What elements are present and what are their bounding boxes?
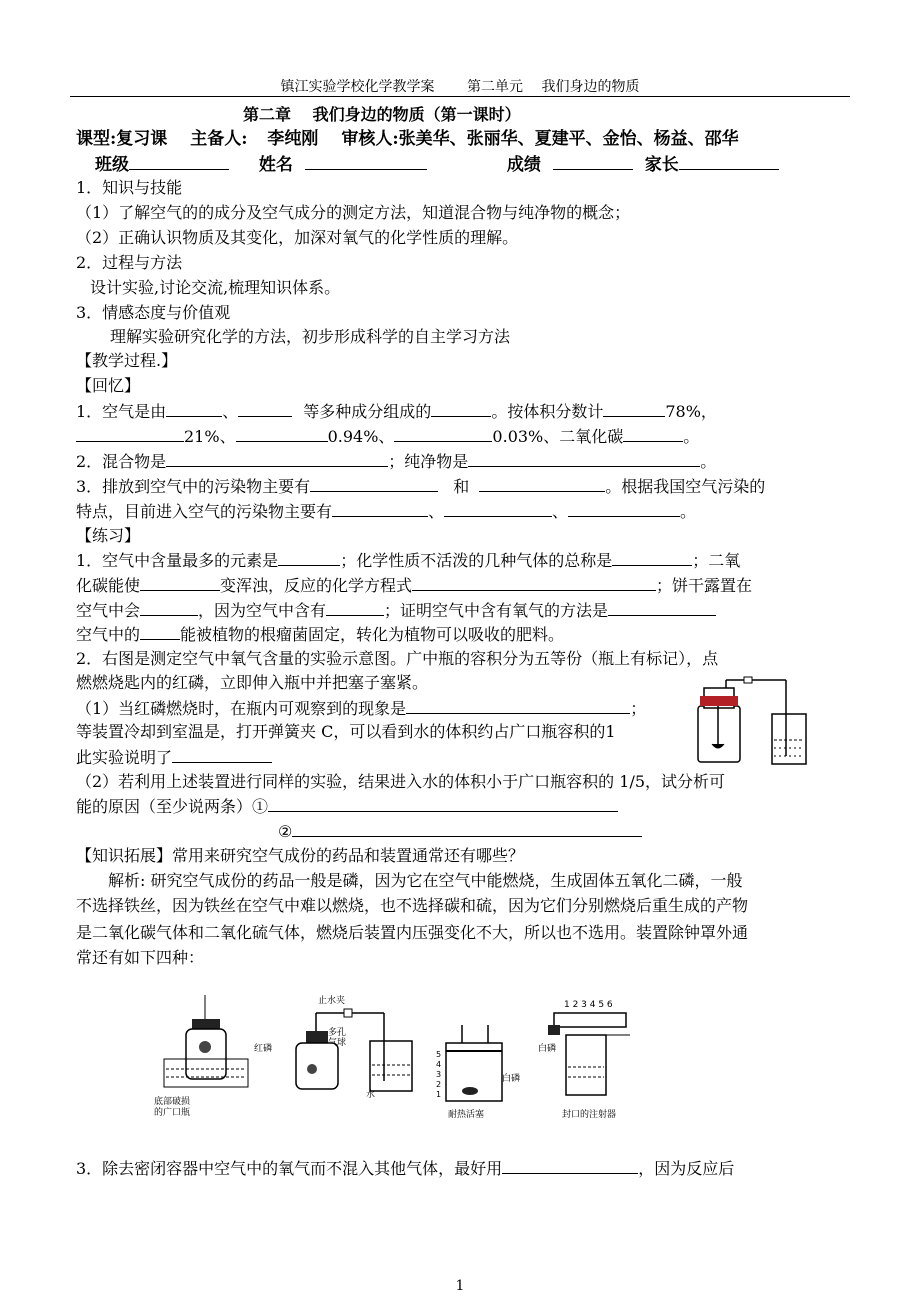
goal3-item-a: 理解实验研究化学的方法，初步形成科学的自主学习方法	[110, 327, 511, 346]
recall-q1-line2	[76, 425, 699, 448]
header-school: 镇江实验学校化学教学案	[280, 79, 435, 95]
practice-p1-line1	[76, 549, 740, 572]
practice-p1-line3	[76, 599, 716, 622]
author-name: 李纯刚	[267, 129, 319, 149]
practice-text: 变浑浊，反应的化学方程式	[220, 576, 413, 595]
answer-blank[interactable]	[332, 500, 428, 517]
practice-text: ；化学性质不活泼的几种气体的总称是	[340, 551, 613, 570]
recall-q3-line1	[76, 475, 765, 498]
practice-text: ；饼干露置在	[656, 576, 753, 595]
recall-q1-text: 0.94%、	[327, 427, 395, 446]
answer-blank[interactable]	[502, 1157, 638, 1174]
goal3-title: 3．情感态度与价值观	[76, 303, 231, 322]
recall-q1-text: 21%、	[184, 427, 236, 446]
fig3-scale-4: 4	[436, 1060, 442, 1069]
recall-q3-text: 、	[428, 502, 445, 521]
goal1-title: 1．知识与技能	[76, 178, 183, 197]
question-3-line	[76, 1157, 734, 1180]
practice-text: ；二氧	[692, 551, 741, 570]
practice-text: 空气中会	[76, 601, 141, 620]
question-3-text: ，因为反应后	[638, 1159, 735, 1178]
answer-blank[interactable]	[394, 425, 492, 442]
practice-text: 等装置冷却到室温是，打开弹簧夹 C，可以看到水的体积约占广口瓶容积的	[76, 722, 606, 741]
fig2-balloon-1: 多孔	[328, 1028, 347, 1038]
fig2-red-phosphorus: 红磷	[254, 1044, 273, 1054]
answer-blank[interactable]	[166, 400, 222, 417]
extension-answer-1: 解析: 研究空气成份的药品一般是磷，因为它在空气中能燃烧，生成固体五氧化二磷，一般	[108, 871, 743, 890]
answer-blank[interactable]	[468, 450, 700, 467]
answer-blank[interactable]	[623, 425, 683, 442]
recall-q1-text: 78%，	[665, 402, 717, 421]
goal2-item-a: 设计实验,讨论交流,梳理知识体系。	[90, 278, 341, 297]
answer-blank[interactable]	[236, 425, 328, 442]
answer-blank[interactable]	[278, 549, 340, 566]
recall-q2	[76, 450, 716, 473]
answer-blank[interactable]	[292, 820, 642, 837]
answer-blank[interactable]	[603, 400, 665, 417]
practice-text: 空气中的	[76, 625, 141, 644]
parent-field[interactable]	[679, 153, 779, 170]
answer-blank[interactable]	[76, 425, 184, 442]
recall-q3-text: 。根据我国空气污染的	[605, 477, 766, 496]
student-info-line	[95, 153, 779, 176]
answer-blank[interactable]	[172, 746, 272, 763]
practice-label: 【练习】	[76, 526, 141, 545]
fig2-top-label: 止水夹	[318, 996, 346, 1006]
lesson-type: 课型:复习课	[76, 129, 168, 149]
score-field[interactable]	[553, 153, 633, 170]
practice-text: 此实验说明了	[76, 748, 173, 767]
recall-q3-text: 。	[680, 502, 697, 521]
question-3-text: 3．除去密闭容器中空气中的氧气而不混入其他气体，最好用	[76, 1159, 503, 1178]
fig3-white-phosphorus: 白磷	[502, 1074, 521, 1084]
practice-p2-line3	[76, 697, 646, 720]
recall-q2-text: 2．混合物是	[76, 452, 167, 471]
header-unit: 第二单元	[467, 79, 523, 95]
fig3-scale-2: 2	[436, 1080, 442, 1089]
four-apparatus-figures	[150, 995, 630, 1125]
score-label: 成绩	[506, 155, 541, 175]
practice-text: 能的原因（至少说两条）①	[76, 797, 269, 816]
goal1-item-a: （1）了解空气的的成分及空气成分的测定方法，知道混合物与纯净物的概念；	[76, 203, 631, 222]
recall-q2-text: 。	[700, 452, 717, 471]
reviewer-names: 张美华、张丽华、夏建平、金怡、杨益、邵华	[398, 129, 739, 149]
practice-text: ，因为空气中含有	[198, 601, 327, 620]
answer-blank[interactable]	[479, 475, 605, 492]
practice-text: 化碳能使	[76, 576, 141, 595]
goal1-item-b: （2）正确认识物质及其变化，加深对氧气的化学性质的理解。	[76, 228, 519, 247]
lesson-title: 第二章 我们身边的物质（第一课时）	[243, 105, 521, 124]
spring-clamp	[744, 677, 752, 683]
fig4-syringe-apparatus	[538, 1000, 630, 1120]
recall-q1-text: 。	[683, 427, 700, 446]
recall-q1-text: 。按体积分数计	[491, 402, 604, 421]
recall-label: 【回忆】	[76, 376, 141, 395]
fig3-piston-apparatus	[436, 1025, 520, 1120]
extension-question: 常用来研究空气成份的药品和装置通常还有哪些？	[172, 846, 525, 865]
answer-blank[interactable]	[140, 599, 198, 616]
answer-blank[interactable]	[568, 500, 680, 517]
recall-q3-text: 、	[552, 502, 569, 521]
recall-q1-text: 、	[222, 402, 239, 421]
answer-blank[interactable]	[612, 549, 692, 566]
answer-blank[interactable]	[608, 599, 716, 616]
answer-blank[interactable]	[310, 475, 438, 492]
extension-answer-4: 常还有如下四种：	[76, 948, 205, 967]
class-label: 班级	[95, 155, 129, 175]
fig1-broken-bottle	[154, 995, 248, 1118]
practice-p2-line7	[76, 795, 618, 818]
practice-p1-line2	[76, 574, 752, 597]
answer-blank[interactable]	[166, 450, 388, 467]
header-unit-title: 我们身边的物质	[541, 79, 640, 95]
page-number: 1	[455, 1278, 465, 1294]
practice-p2-line4	[76, 721, 616, 743]
recall-q1-text: 1．空气是由	[76, 402, 167, 421]
header-rule	[70, 96, 850, 97]
answer-blank[interactable]	[238, 400, 292, 417]
fig3-caption: 耐热活塞	[448, 1110, 485, 1120]
practice-text: 1．空气中含量最多的元素是	[76, 551, 279, 570]
fig3-scale-3: 3	[436, 1070, 442, 1079]
recall-q3-text: 和	[453, 477, 470, 496]
recall-q1-text: 0.03%、二氧化碳	[492, 427, 624, 446]
answer-blank[interactable]	[406, 697, 630, 714]
fig1-caption-1: 底部破损	[154, 1097, 191, 1107]
answer-blank[interactable]	[444, 500, 552, 517]
rubber-stopper	[700, 696, 738, 706]
fig3-scale-1: 1	[436, 1090, 442, 1099]
combustion-spoon	[712, 744, 724, 748]
answer-blank[interactable]	[140, 574, 220, 591]
fig4-scale: 1 2 3 4 5 6	[564, 1000, 613, 1010]
practice-text: 1	[605, 722, 616, 741]
practice-p2-line6: （2）若利用上述装置进行同样的实验，结果进入水的体积小于广口瓶容积的 1/5，试分析可	[76, 772, 726, 791]
author-label: 主备人:	[190, 129, 248, 149]
extension-label: 【知识拓展】	[76, 846, 173, 865]
page-header	[0, 76, 920, 96]
answer-blank[interactable]	[326, 599, 384, 616]
recall-q3-text: 特点，目前进入空气的污染物主要有	[76, 502, 333, 521]
practice-text: ②	[278, 822, 293, 841]
class-field[interactable]	[129, 153, 229, 170]
parent-label: 家长	[644, 155, 679, 175]
fig4-white-phosphorus: 白磷	[538, 1044, 557, 1054]
reviewer-label: 审核人:	[341, 129, 399, 149]
meta-line	[76, 128, 739, 150]
practice-p2-line1: 2．右图是测定空气中氧气含量的实验示意图。广中瓶的容积分为五等份（瓶上有标记），点	[76, 649, 719, 668]
answer-blank[interactable]	[412, 574, 656, 591]
recall-q1-line1	[76, 400, 717, 423]
oxygen-measure-apparatus-figure	[680, 670, 830, 770]
answer-blank[interactable]	[268, 795, 618, 812]
fig2-balloon-apparatus	[254, 995, 412, 1100]
recall-q3-line2	[76, 500, 696, 523]
recall-q1-text: 等多种成分组成的	[303, 402, 432, 421]
practice-p1-line4	[76, 623, 564, 646]
fig3-scale-5: 5	[436, 1050, 442, 1059]
goal2-title: 2．过程与方法	[76, 253, 183, 272]
process-label: 【教学过程.】	[76, 351, 178, 370]
practice-p2-line5	[76, 746, 272, 769]
answer-blank[interactable]	[140, 623, 180, 640]
practice-text: ；	[630, 699, 647, 718]
answer-blank[interactable]	[431, 400, 491, 417]
practice-p2-line2: 燃燃烧匙内的红磷，立即伸入瓶中并把塞子塞紧。	[76, 673, 429, 692]
recall-q2-text: ；纯净物是	[388, 452, 469, 471]
fig2-balloon-2: 气球	[328, 1038, 347, 1048]
name-field[interactable]	[305, 153, 427, 170]
extension-answer-3: 是二氧化碳气体和二氧化硫气体，燃烧后装置内压强变化不大，所以也不选用。装置除钟罩外通	[76, 923, 749, 942]
practice-text: （1）当红磷燃烧时，在瓶内可观察到的现象是	[76, 699, 407, 718]
name-label: 姓名	[258, 155, 293, 175]
fig2-water: 水	[366, 1090, 376, 1100]
wide-mouth-bottle	[698, 706, 740, 762]
practice-p2-line8	[278, 820, 642, 843]
extension-line	[76, 845, 524, 867]
recall-q3-text: 3．排放到空气中的污染物主要有	[76, 477, 311, 496]
fig1-caption-2: 的广口瓶	[154, 1108, 191, 1118]
extension-answer-2: 不选择铁丝，因为铁丝在空气中难以燃烧，也不选择碳和硫，因为它们分别燃烧后重生成的产物	[76, 896, 749, 915]
practice-text: ；证明空气中含有氧气的方法是	[384, 601, 609, 620]
fig4-caption: 封口的注射器	[562, 1110, 617, 1120]
practice-text: 能被植物的根瘤菌固定，转化为植物可以吸收的肥料。	[180, 625, 565, 644]
